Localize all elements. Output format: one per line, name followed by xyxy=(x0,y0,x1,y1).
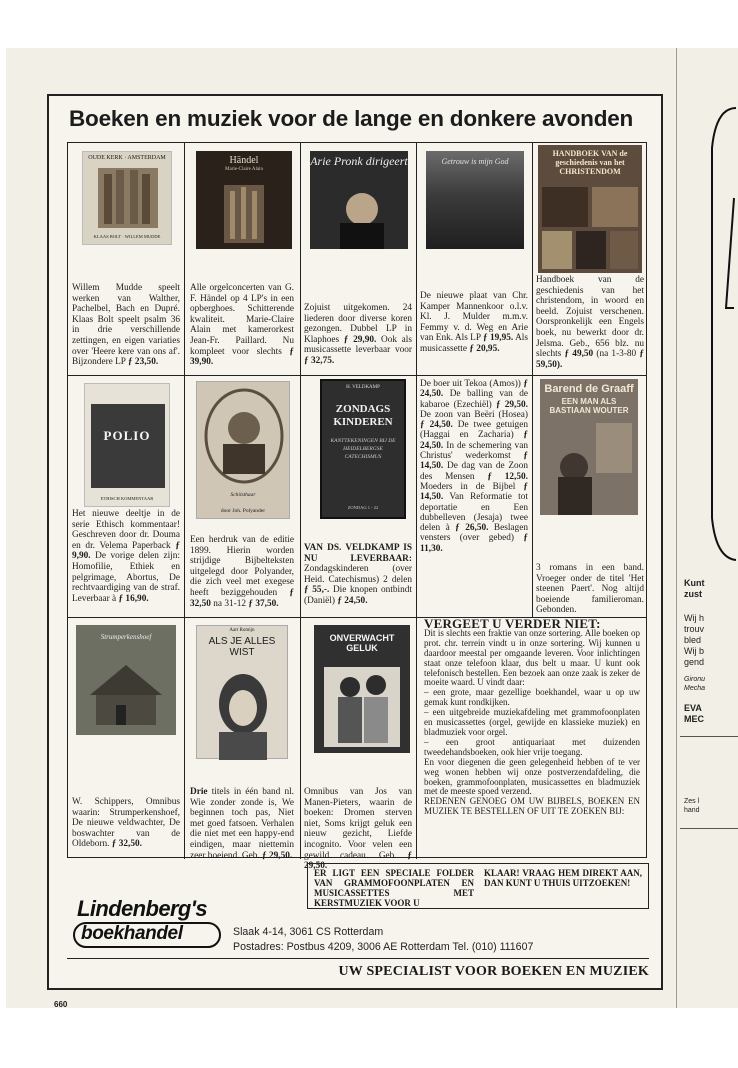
neighbour-line: bled xyxy=(684,635,702,645)
product-description xyxy=(536,275,644,370)
price: ƒ 59,50). xyxy=(536,349,645,370)
product-cell xyxy=(184,375,300,617)
book-cover xyxy=(538,145,642,273)
price: ƒ 20,95. xyxy=(469,343,500,354)
cover-title: Händel xyxy=(229,155,259,166)
vergeet-intro: Dit is slechts een fraktie van onze sortering. Alle boeken op prot. chr. terrein vindt u in onze sortering. Wij kunnen u daardoor meestal per omgaande leveren. Voor inlichtingen staat onze telefoon klaar, dus belt u maar. U kunt ook telefonisch bestellen. Een bezoek aan onze zaak is zeker de moeite waard. U vindt daar: xyxy=(424,627,640,688)
product-description xyxy=(304,303,412,367)
neighbour-bold: MEC xyxy=(684,714,704,724)
vergeet-closing: REDENEN GENOEG OM UW BIJBELS, BOEKEN EN MUZIEK TE BESTELLEN OF UIT TE ZOEKEN BIJ: xyxy=(424,796,640,817)
description-text: Die knopen ontbindt (Daniël) xyxy=(304,585,413,606)
neighbour-bold: EVA xyxy=(684,703,702,713)
product-cell xyxy=(68,617,184,859)
list-title: De zoon van Beëri (Hosea) xyxy=(420,409,528,420)
description-text: W. Schippers, Omnibus waarin: Strumperkenshoef, De nieuwe veldwachter, De boswachter van de Oldeborn. xyxy=(72,797,180,850)
organ-photo xyxy=(196,179,292,247)
product-cell xyxy=(300,143,416,375)
cover-author: H. VELDKAMP xyxy=(346,385,380,390)
description-text: Alle orgelconcerten van G. F. Händel op 4 LP's in een opberghoes. Schitterende kwaliteit. Marie-Claire Alain met kamerorkest Jean-Fr. Paillard. Nu kompleet voor slechts xyxy=(190,283,294,357)
description-text: na 31-12 xyxy=(213,598,247,609)
neighbour-frame-graphic xyxy=(676,108,738,588)
cover-title: Strumperkenshoef xyxy=(100,633,152,641)
price: ƒ 29,50. xyxy=(262,850,293,861)
price: ƒ 24,50. xyxy=(420,430,528,451)
cover-title: OUDE KERK · AMSTERDAM xyxy=(88,155,166,161)
product-cell xyxy=(532,375,648,617)
price: ƒ 32,50. xyxy=(111,839,142,850)
description-text: 3 romans in een band. Vroeger onder de titel 'Het steenen Paert'. Nog altijd boeiende familieroman. Gebonden. xyxy=(536,563,644,616)
price: ƒ 9,90. xyxy=(72,540,181,562)
price: ƒ 19,95. xyxy=(483,333,514,344)
product-description xyxy=(304,543,412,607)
vergeet-box xyxy=(416,617,648,859)
cover-title: Schilsthaar xyxy=(230,492,256,498)
store-logo xyxy=(73,896,225,952)
list-title: De boer uit Tekoa (Amos)) xyxy=(420,379,521,389)
portrait-photo xyxy=(197,664,289,760)
price: ƒ 16,90. xyxy=(118,593,149,604)
cover-title: HANDBOEK VAN de geschiedenis van het CHRISTENDOM xyxy=(552,149,628,176)
price: ƒ 49,50 xyxy=(564,349,594,360)
neighbour-line: Wij b xyxy=(684,646,704,656)
description-text: De vorige delen zijn: Homofilie, Ethiek en pelgrimage, Abortus, De rechtvaardiging van de straf. Leverbaar à xyxy=(72,551,180,604)
price: ƒ 55,-. xyxy=(304,585,330,596)
cover-illustration xyxy=(540,419,638,515)
address-line: Slaak 4-14, 3061 CS Rotterdam xyxy=(233,926,384,938)
vergeet-outro: En voor diegenen die geen gelegenheid hebben of te ver weg wonen hebben wij onze postverzendafdeling, die boeken, grammofoonplaten, musicassettes en bladmuziek met de meeste spoed verzend. xyxy=(424,756,640,797)
product-cell xyxy=(184,143,300,375)
product-cell xyxy=(68,143,184,375)
cover-title: ONVERWACHT GELUK xyxy=(329,633,395,653)
price: ƒ 32,75. xyxy=(304,355,335,366)
cover-title: ALS JE ALLES WIST xyxy=(208,636,276,658)
title-list xyxy=(420,379,528,554)
promo-box xyxy=(307,863,649,909)
price: ƒ 14,50. xyxy=(420,481,529,503)
album-cover xyxy=(196,151,292,249)
price: ƒ 14,50. xyxy=(420,451,529,472)
vergeet-bullet: – een grote, maar gezellige boekhandel, waar u op uw gemak kunt rondkijken. xyxy=(424,687,640,708)
price: ƒ 29,90. xyxy=(343,334,377,345)
description-text: Omnibus van Jos van Manen-Pieters, waarin de boeken: Dromen sterven niet, Soms krijgt geluk een nieuw gezicht, Liefde incognito. Voor velen een gewild cadeau. Geb. xyxy=(304,787,412,861)
product-description xyxy=(190,283,294,368)
description-text: Het nieuwe deeltje in de serie Ethisch kommentaar! Geschreven door dr. Douma en dr. Velema Paperback xyxy=(72,509,180,551)
page-number: 660 xyxy=(54,1000,68,1009)
cover-author: Aart Romijn xyxy=(229,628,255,633)
product-cell xyxy=(300,375,416,617)
list-title: Beslagen vensters (over gebed) xyxy=(420,523,528,544)
cover-subtitle: EEN MAN ALS BASTIAAN WOUTER xyxy=(549,397,629,415)
price: ƒ 39,90. xyxy=(190,346,294,368)
postal-address: Postadres: Postbus 4209, 3006 AE Rotterdam Tel. (010) 111607 xyxy=(233,941,534,953)
list-title: Moeders in de Bijbel xyxy=(420,481,516,492)
portrait-engraving xyxy=(197,386,291,486)
price: ƒ 26,50. xyxy=(455,523,489,534)
neighbour-line: trouv xyxy=(684,624,705,634)
cover-title: Arie Pronk dirigeert xyxy=(310,154,408,168)
product-description xyxy=(190,787,294,861)
price: ƒ 24,50. xyxy=(420,420,453,431)
product-description xyxy=(536,563,644,616)
illustration-collage xyxy=(538,183,642,273)
product-cell xyxy=(300,617,416,872)
price: ƒ 29,50. xyxy=(495,399,529,410)
product-cell xyxy=(416,375,532,617)
neighbour-line: gend xyxy=(684,657,705,667)
footer-divider xyxy=(67,958,649,959)
product-description xyxy=(304,787,412,872)
product-description xyxy=(72,509,180,604)
description-text: Ook als musicassette leverbaar voor xyxy=(304,334,412,356)
list-title: In de schemering van Christus' wederkomst xyxy=(420,440,528,462)
cover-title: Barend de Graaff xyxy=(544,383,634,395)
neighbour-foot: Zes l xyxy=(684,798,700,805)
product-description xyxy=(72,797,180,850)
book-cover xyxy=(196,625,288,759)
price: ƒ 23,50. xyxy=(127,357,159,368)
price: ƒ 29,50. xyxy=(304,850,412,872)
tagline: UW SPECIALIST VOOR BOEKEN EN MUZIEK xyxy=(338,964,649,979)
product-grid xyxy=(67,142,647,872)
description-text: De nieuwe plaat van Chr. Kamper Mannenkoor o.l.v. Kl. J. Mulder m.m.v. Femmy v. d. Weg en Arie van Enk. Als LP xyxy=(420,291,528,344)
vergeet-bullet: – een uitgebreide muziekafdeling met grammofoonplaten en musicassettes (orgel, gewijde en klassieke muziek) en bladmuziek voor orgel. xyxy=(424,707,640,737)
promo-right: KLAAR! VRAAG HEM DIREKT AAN, DAN KUNT U THUIS UITZOEKEN! xyxy=(484,868,642,888)
price: ƒ 12,50. xyxy=(487,471,529,482)
neighbour-heading-1: Kunt xyxy=(684,578,705,588)
description-bold: Drie xyxy=(190,787,208,797)
album-cover xyxy=(310,151,408,249)
cover-small: ZONDAG 1 - 22 xyxy=(347,505,379,510)
description-text: Als musicassette xyxy=(420,333,529,354)
cover-title: ZONDAGS KINDEREN xyxy=(333,403,393,428)
list-title: De dag van de Zoon des Mensen xyxy=(420,461,528,482)
price: ƒ 24,50. xyxy=(337,595,368,606)
book-cover xyxy=(314,625,410,753)
neighbour-foot: hand xyxy=(684,807,700,814)
neighbour-heading-2: zust xyxy=(684,589,702,599)
vergeet-title: VERGEET U VERDER NIET: xyxy=(424,616,601,631)
neighbour-column xyxy=(676,48,738,1008)
ad-headline: Boeken en muziek voor de lange en donkere avonden xyxy=(69,106,634,131)
price: ƒ 11,30. xyxy=(420,533,528,554)
product-description xyxy=(72,283,180,368)
farmhouse-illustration xyxy=(76,651,176,735)
list-title: De twee getuigen (Haggai en Zacharia) xyxy=(420,420,528,441)
description-text: Zojuist uitgekomen. 24 liederen door diverse koren gezongen. Dubbel LP in Klaphoes xyxy=(304,303,412,345)
vergeet-text xyxy=(424,616,640,817)
description-text: titels in één band nl. Wie zonder zonde is, We beginnen toch pas, Niet met goed fatsoen. Verhalen die niet met een happy-end eindigen, maar niettemin zeer boeiend. Geb. xyxy=(190,787,294,861)
cover-subtitle: ETHISCH KOMMENTAAR xyxy=(100,496,154,501)
product-description xyxy=(420,291,528,355)
description-text: (na 1-3-80 xyxy=(596,349,637,360)
book-cover xyxy=(84,383,170,507)
book-cover xyxy=(320,379,406,519)
list-title: Van Reformatie tot deportatie en Een dubbelleven (Jesaja) twee delen à xyxy=(420,492,528,534)
album-cover xyxy=(82,151,172,245)
album-cover xyxy=(426,151,524,249)
price: ƒ 32,50 xyxy=(190,587,295,609)
book-cover xyxy=(540,379,638,515)
description-text: Willem Mudde speelt werken van Walther, Pachelbel, Bach en Dupré. Klaas Bolt speelt psalm 36 in drie verschillende zettingen, en eigen variaties over 'Heere kere van ons af'. Bijzondere LP xyxy=(72,283,180,368)
cover-subtitle: door Joh. Polyander xyxy=(220,508,266,514)
book-cover xyxy=(76,625,176,735)
neighbour-small: Gironu xyxy=(684,676,706,683)
advertisement xyxy=(47,94,663,990)
vergeet-bullet: – een groot antiquariaat met duizenden tweedehandsboeken, ook hier vrije toegang. xyxy=(424,736,640,757)
product-description xyxy=(190,535,294,609)
product-cell xyxy=(184,617,300,859)
product-cell xyxy=(68,375,184,617)
neighbour-line: Wij h xyxy=(684,613,704,623)
price: ƒ 24,50. xyxy=(420,379,528,400)
list-title: De balling van de kabaroe (Ezechiël) xyxy=(420,389,528,410)
organ-photo xyxy=(84,164,172,230)
logo-subname: boekhandel xyxy=(81,923,183,944)
cover-title: Getrouw is mijn God xyxy=(441,157,509,166)
product-cell xyxy=(416,143,532,375)
cover-subtitle: KLAAS BOLT · WILLEM MUDDE xyxy=(93,234,161,239)
description-text: Handboek van de geschiedenis van het christendom, in woord en beeld. Zojuist verschenen. Oorspronkelijk een Engels boek, nu bewerkt door dr. Jelsma. Geb., 656 blz. nu slechts xyxy=(536,275,644,360)
description-text: Zondagskinderen (over Heid. Catechismus) 2 delen xyxy=(304,564,412,585)
section-heading: VAN DS. VELDKAMP IS NU LEVERBAAR: xyxy=(304,543,412,564)
cover-subtitle: Marie-Claire Alain xyxy=(225,167,263,172)
cover-subtitle: KANTTEKENINGEN BIJ DE HEIDELBERGSE CATECHISMUS xyxy=(330,438,396,460)
cover-title: POLIO xyxy=(103,428,151,443)
logo-name: Lindenberg's xyxy=(77,896,208,921)
product-cell xyxy=(532,143,648,375)
book-cover xyxy=(196,381,290,519)
price: ƒ 37,50. xyxy=(248,598,279,609)
couple-illustration xyxy=(314,657,410,753)
neighbour-small: Mecha xyxy=(684,685,706,692)
description-text: Een herdruk van de editie 1899. Hierin worden strijdige Bijbelteksten uitgelegd door Polyander, die zich veel met exegese heeft beziggehouden xyxy=(190,535,294,598)
conductor-photo xyxy=(310,173,408,249)
promo-left: ER LIGT EEN SPECIALE FOLDER VAN GRAMMOFOONPLATEN EN MUSICASSETTES MET KERSTMUZIEK VOOR U xyxy=(314,868,474,908)
